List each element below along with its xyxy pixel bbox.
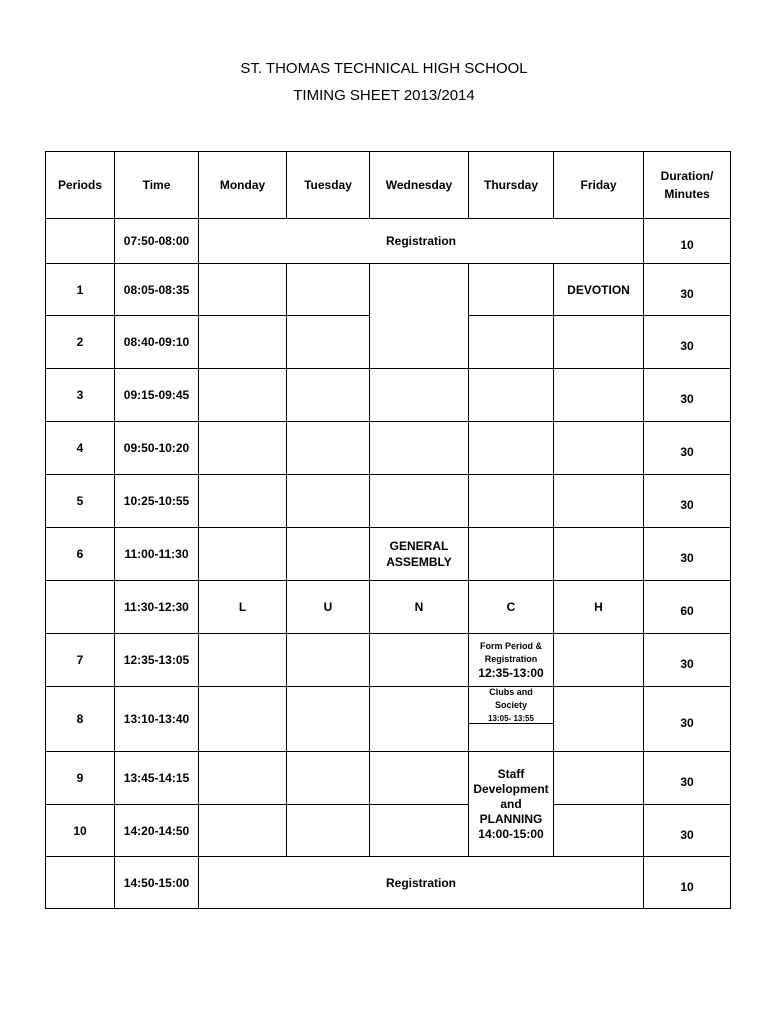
form-period-time: 12:35-13:00 [478,666,544,680]
table-row [46,219,731,264]
monday-cell [199,528,287,581]
friday-cell [554,805,644,857]
monday-cell [199,752,287,805]
time-cell: 11:30-12:30 [115,581,199,634]
period-cell [46,581,115,634]
thursday-cell [469,264,554,316]
period-cell: 9 [46,752,115,805]
tuesday-cell [287,634,370,687]
header-thursday: Thursday [469,152,554,219]
time-cell: 10:25-10:55 [115,475,199,528]
duration-cell: 30 [644,475,731,528]
thursday-cell [469,316,554,369]
staff-line1: Staff [497,766,525,781]
duration-cell: 30 [644,687,731,752]
duration-cell: 10 [644,219,731,264]
tuesday-cell [287,805,370,857]
registration-banner: Registration [199,857,644,909]
time-cell: 12:35-13:05 [115,634,199,687]
period-cell: 2 [46,316,115,369]
timing-table [45,151,731,909]
monday-cell [199,264,287,316]
time-cell: 08:05-08:35 [115,264,199,316]
staff-development-cell [469,752,554,857]
general-assembly-line2: ASSEMBLY [386,555,452,569]
tuesday-cell [287,316,370,369]
monday-cell [199,316,287,369]
wednesday-cell [370,805,469,857]
duration-cell: 30 [644,316,731,369]
friday-cell [554,528,644,581]
staff-time: 14:00-15:00 [478,826,544,841]
staff-line4: PLANNING [479,811,543,826]
time-cell: 14:20-14:50 [115,805,199,857]
duration-cell: 30 [644,528,731,581]
friday-cell [554,687,644,752]
thursday-split-cell [469,687,554,752]
header-row [46,152,731,219]
header-periods: Periods [46,152,115,219]
period-cell: 1 [46,264,115,316]
wednesday-merged-cell [370,264,469,369]
friday-cell [554,634,644,687]
general-assembly-line1: GENERAL [389,539,449,553]
wednesday-cell [370,475,469,528]
period-cell [46,857,115,909]
devotion-cell: DEVOTION [554,264,644,316]
table-row [46,634,731,687]
staff-line2: Development [473,781,549,796]
period-cell [46,219,115,264]
time-cell: 13:10-13:40 [115,687,199,752]
lunch-letter: U [287,581,370,634]
table-row [46,528,731,581]
time-cell: 09:15-09:45 [115,369,199,422]
monday-cell [199,475,287,528]
tuesday-cell [287,475,370,528]
tuesday-cell [287,687,370,752]
friday-cell [554,369,644,422]
table-row [46,687,731,752]
registration-banner: Registration [199,219,644,264]
period-cell: 7 [46,634,115,687]
tuesday-cell [287,369,370,422]
wednesday-cell [370,422,469,475]
friday-cell [554,422,644,475]
table-row [46,581,731,634]
school-name: ST. THOMAS TECHNICAL HIGH SCHOOL [240,60,528,77]
header-duration-line1: Duration/ [660,169,714,183]
lunch-letter: H [554,581,644,634]
monday-cell [199,687,287,752]
header-friday: Friday [554,152,644,219]
thursday-cell [469,475,554,528]
friday-cell [554,752,644,805]
clubs-line2: Society [494,699,527,710]
table-row [46,805,731,857]
header-wednesday: Wednesday [370,152,469,219]
header-time: Time [115,152,199,219]
lunch-letter: N [370,581,469,634]
clubs-line1: Clubs and [489,686,533,697]
thursday-cell [469,369,554,422]
table-row [46,264,731,316]
duration-cell: 30 [644,422,731,475]
duration-cell: 30 [644,752,731,805]
time-cell: 11:00-11:30 [115,528,199,581]
table-row [46,752,731,805]
wednesday-cell [370,634,469,687]
wednesday-cell [370,687,469,752]
duration-cell: 30 [644,264,731,316]
lunch-letter: C [469,581,554,634]
header-duration-line2: Minutes [664,187,710,201]
period-cell: 4 [46,422,115,475]
duration-cell: 30 [644,805,731,857]
period-cell: 10 [46,805,115,857]
table-row [46,857,731,909]
form-period-line1: Form Period & [479,641,542,651]
monday-cell [199,369,287,422]
clubs-society-box [469,687,553,724]
header-duration [644,152,731,219]
period-cell: 8 [46,687,115,752]
header-tuesday: Tuesday [287,152,370,219]
tuesday-cell [287,752,370,805]
header-monday: Monday [199,152,287,219]
document-subtitle: TIMING SHEET 2013/2014 [293,87,475,104]
monday-cell [199,634,287,687]
time-cell: 13:45-14:15 [115,752,199,805]
duration-cell: 30 [644,369,731,422]
form-period-cell [469,634,554,687]
period-cell: 3 [46,369,115,422]
general-assembly-cell [370,528,469,581]
table-row [46,369,731,422]
period-cell: 5 [46,475,115,528]
tuesday-cell [287,528,370,581]
monday-cell [199,422,287,475]
clubs-time: 13:05- 13:55 [488,713,534,723]
form-period-line2: Registration [484,654,538,664]
thursday-cell [469,528,554,581]
duration-cell: 10 [644,857,731,909]
time-cell: 09:50-10:20 [115,422,199,475]
time-cell: 14:50-15:00 [115,857,199,909]
table-row [46,475,731,528]
staff-line3: and [500,796,522,811]
friday-cell [554,475,644,528]
table-row [46,422,731,475]
wednesday-cell [370,752,469,805]
time-cell: 08:40-09:10 [115,316,199,369]
thursday-cell [469,422,554,475]
period-cell: 6 [46,528,115,581]
friday-cell [554,316,644,369]
time-cell: 07:50-08:00 [115,219,199,264]
tuesday-cell [287,422,370,475]
wednesday-cell [370,369,469,422]
duration-cell: 60 [644,581,731,634]
lunch-letter: L [199,581,287,634]
tuesday-cell [287,264,370,316]
duration-cell: 30 [644,634,731,687]
monday-cell [199,805,287,857]
